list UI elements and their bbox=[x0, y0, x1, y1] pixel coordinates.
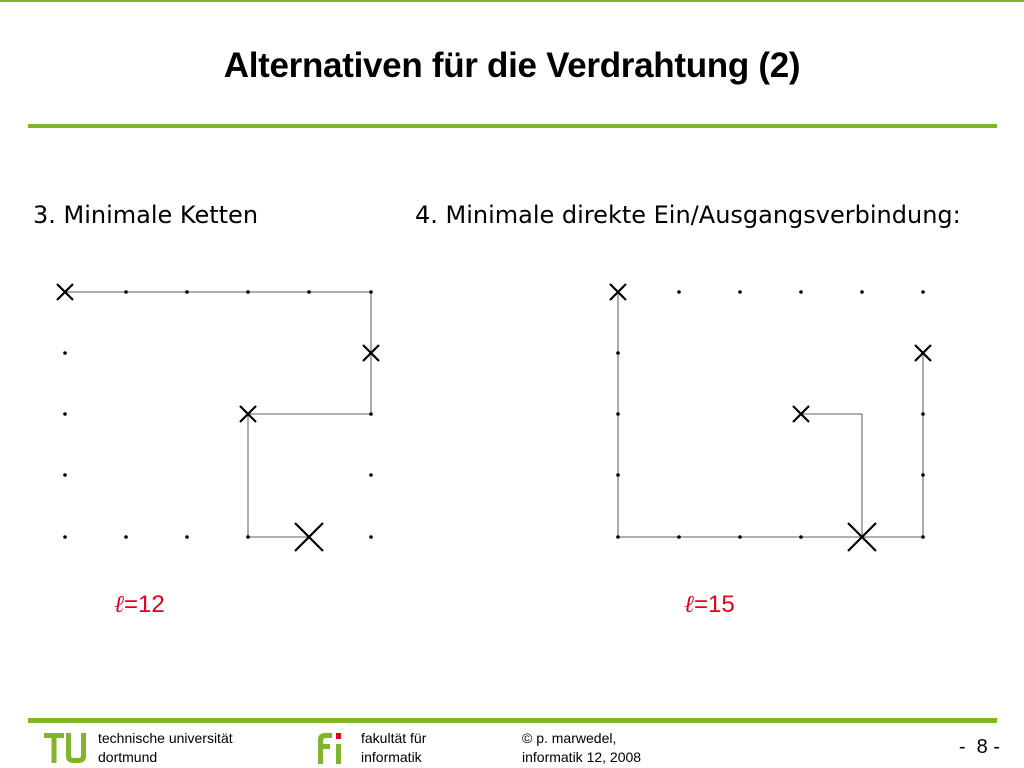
left-pin-markers bbox=[57, 284, 379, 551]
right-pin-markers bbox=[610, 284, 931, 551]
page-number: - 8 - bbox=[958, 736, 1000, 758]
faculty-line-2: informatik bbox=[361, 749, 422, 765]
right-grid-dots bbox=[616, 290, 925, 539]
tu-logo bbox=[44, 730, 94, 766]
fi-logo bbox=[310, 730, 350, 766]
copyright-line-2: informatik 12, 2008 bbox=[522, 749, 642, 765]
length-value: =12 bbox=[124, 591, 165, 618]
length-symbol: ℓ bbox=[684, 590, 694, 618]
length-value: =15 bbox=[694, 591, 735, 618]
copyright-notice bbox=[522, 729, 641, 767]
right-heading: 4. Minimale direkte Ein/Ausgangsverbindung: bbox=[415, 201, 961, 229]
left-heading: 3. Minimale Ketten bbox=[33, 201, 259, 229]
slide-title: Alternativen für die Verdrahtung (2) bbox=[223, 46, 801, 85]
right-wire-length bbox=[684, 590, 735, 619]
faculty-name bbox=[361, 729, 426, 767]
right-wiring-diagram bbox=[610, 284, 931, 551]
right-wire-branch bbox=[801, 414, 862, 537]
left-wire-length bbox=[114, 590, 165, 619]
copyright-line-1: © p. marwedel, bbox=[522, 730, 617, 746]
left-wire-path bbox=[65, 292, 371, 537]
right-wire-path bbox=[618, 292, 923, 537]
university-line-2: dortmund bbox=[98, 749, 158, 765]
university-line-1: technische universität bbox=[98, 730, 233, 746]
faculty-line-1: fakultät für bbox=[361, 730, 427, 746]
footer-divider bbox=[28, 718, 997, 723]
left-wiring-diagram bbox=[57, 284, 379, 551]
university-name bbox=[98, 729, 233, 767]
length-symbol: ℓ bbox=[114, 590, 124, 618]
